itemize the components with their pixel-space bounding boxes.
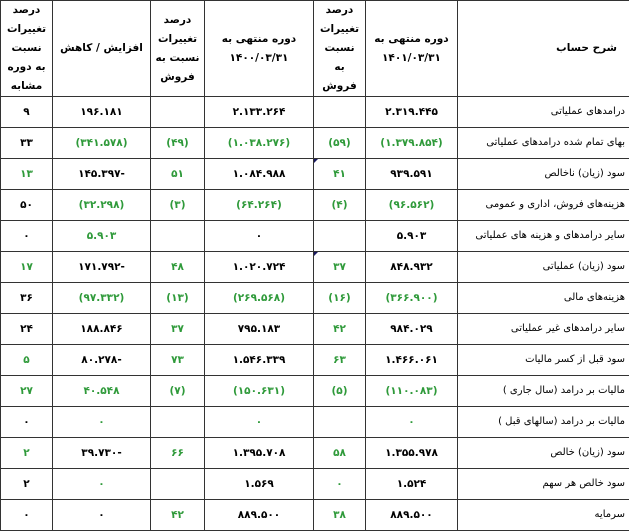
table-row (1, 159, 629, 190)
cell-value-1401: ۱.۳۵۵.۹۷۸ (366, 438, 458, 469)
cell-pct-sales-1401: ۴۱ (314, 159, 366, 190)
table-row (1, 283, 629, 314)
table-row (1, 438, 629, 469)
cell-value-1400: ۷۹۵.۱۸۳ (205, 314, 314, 345)
cell-pct-sales-1400 (151, 97, 205, 128)
cell-value-1401: ۲.۳۱۹.۴۴۵ (366, 97, 458, 128)
cell-pct-sales-1401: ۶۳ (314, 345, 366, 376)
cell-value-1401: ۰ (366, 407, 458, 438)
table-row (1, 345, 629, 376)
cell-value-1400: ۱.۵۶۹ (205, 469, 314, 500)
table-row (1, 376, 629, 407)
cell-increase-decrease: -۱۴۵.۳۹۷ (53, 159, 151, 190)
cell-pct-vs-similar: ۹ (1, 97, 53, 128)
cell-pct-sales-1400 (151, 469, 205, 500)
cell-increase-decrease: ۱۹۶.۱۸۱ (53, 97, 151, 128)
cell-value-1401: ۱.۴۶۶.۰۶۱ (366, 345, 458, 376)
cell-increase-decrease: ۰ (53, 407, 151, 438)
cell-pct-sales-1401: ۵۸ (314, 438, 366, 469)
cell-increase-decrease: ۰ (53, 469, 151, 500)
row-label: مالیات بر درامد (سالهای قبل ) (458, 407, 629, 438)
cell-value-1401: (۳۶۶.۹۰۰) (366, 283, 458, 314)
cell-pct-vs-similar: ۳۳ (1, 128, 53, 159)
row-label: سود خالص هر سهم (458, 469, 629, 500)
cell-pct-sales-1400: (۱۳) (151, 283, 205, 314)
cell-pct-sales-1400: ۷۳ (151, 345, 205, 376)
cell-pct-sales-1400: ۶۶ (151, 438, 205, 469)
row-label: سود (زیان) عملیاتی (458, 252, 629, 283)
cell-pct-sales-1401: ۰ (314, 469, 366, 500)
cell-increase-decrease: ۵.۹۰۳ (53, 221, 151, 252)
cell-pct-vs-similar: ۲ (1, 469, 53, 500)
cell-increase-decrease: -۳۹.۷۳۰ (53, 438, 151, 469)
header-account-description: شرح حساب (458, 1, 629, 97)
cell-pct-sales-1401 (314, 221, 366, 252)
cell-pct-sales-1400: ۴۲ (151, 500, 205, 531)
header-pct-sales-1401: درصد تغییرات نسبت به فروش (314, 1, 366, 97)
cell-pct-sales-1400: (۴۹) (151, 128, 205, 159)
table-row (1, 469, 629, 500)
cell-increase-decrease: -۱۷۱.۷۹۲ (53, 252, 151, 283)
cell-pct-sales-1401: (۴) (314, 190, 366, 221)
header-increase-decrease: افزایش / کاهش (53, 1, 151, 97)
cell-pct-sales-1400: (۷) (151, 376, 205, 407)
cell-increase-decrease: (۳۴۱.۵۷۸) (53, 128, 151, 159)
cell-value-1400: ۰ (205, 407, 314, 438)
cell-increase-decrease: ۰ (53, 500, 151, 531)
cell-pct-sales-1400 (151, 221, 205, 252)
cell-value-1401: ۹۳۹.۵۹۱ (366, 159, 458, 190)
row-label: سود (زیان) خالص (458, 438, 629, 469)
row-label: سایر درامدهای و هزینه های عملیاتی (458, 221, 629, 252)
row-label: سرمایه (458, 500, 629, 531)
cell-pct-vs-similar: ۱۷ (1, 252, 53, 283)
cell-value-1400: ۱.۳۹۵.۷۰۸ (205, 438, 314, 469)
cell-pct-vs-similar: ۵ (1, 345, 53, 376)
table-row (1, 314, 629, 345)
cell-pct-sales-1401: (۱۶) (314, 283, 366, 314)
cell-pct-vs-similar: ۳۶ (1, 283, 53, 314)
cell-pct-sales-1401 (314, 97, 366, 128)
cell-value-1401: ۸۴۸.۹۳۲ (366, 252, 458, 283)
header-row (1, 1, 629, 97)
row-label: هزینه‌های مالی (458, 283, 629, 314)
cell-pct-sales-1401: ۳۸ (314, 500, 366, 531)
cell-value-1400: ۸۸۹.۵۰۰ (205, 500, 314, 531)
cell-increase-decrease: ۴۰.۵۴۸ (53, 376, 151, 407)
row-label: درامدهای عملیاتی (458, 97, 629, 128)
table-row (1, 97, 629, 128)
cell-pct-vs-similar: ۱۳ (1, 159, 53, 190)
cell-increase-decrease: (۹۷.۳۳۲) (53, 283, 151, 314)
cell-value-1400: ۰ (205, 221, 314, 252)
cell-pct-sales-1400: ۳۷ (151, 314, 205, 345)
table-row (1, 190, 629, 221)
cell-increase-decrease: (۳۲.۲۹۸) (53, 190, 151, 221)
header-pct-vs-similar-period: درصد تغییرات نسبت به دوره مشابه (1, 1, 53, 97)
cell-pct-vs-similar: ۲۴ (1, 314, 53, 345)
table-row (1, 252, 629, 283)
row-label: سود قبل از کسر مالیات (458, 345, 629, 376)
cell-pct-sales-1400: ۵۱ (151, 159, 205, 190)
cell-pct-vs-similar: ۲ (1, 438, 53, 469)
cell-value-1400: (۲۶۹.۵۶۸) (205, 283, 314, 314)
cell-value-1400: ۱.۵۴۶.۳۳۹ (205, 345, 314, 376)
cell-pct-sales-1400 (151, 407, 205, 438)
cell-value-1401: ۵.۹۰۳ (366, 221, 458, 252)
cell-pct-sales-1401: ۴۲ (314, 314, 366, 345)
row-label: مالیات بر درامد (سال جاری ) (458, 376, 629, 407)
cell-pct-sales-1401 (314, 407, 366, 438)
row-label: هزینه‌های فروش، اداری و عمومی (458, 190, 629, 221)
table-row (1, 221, 629, 252)
table-row (1, 500, 629, 531)
cell-value-1401: (۱۱۰.۰۸۳) (366, 376, 458, 407)
cell-value-1401: ۹۸۴.۰۲۹ (366, 314, 458, 345)
cell-pct-sales-1400: (۳) (151, 190, 205, 221)
header-period-1401: دوره منتهی به ۱۴۰۱/۰۳/۳۱ (366, 1, 458, 97)
cell-value-1400: ۱.۰۲۰.۷۲۴ (205, 252, 314, 283)
cell-value-1400: (۱۵۰.۶۳۱) (205, 376, 314, 407)
cell-value-1400: ۲.۱۳۳.۲۶۴ (205, 97, 314, 128)
row-label: سایر درامدهای غیر عملیاتی (458, 314, 629, 345)
cell-pct-vs-similar: ۰ (1, 221, 53, 252)
table-row (1, 407, 629, 438)
cell-pct-vs-similar: ۰ (1, 407, 53, 438)
cell-pct-vs-similar: ۵۰ (1, 190, 53, 221)
table-row (1, 128, 629, 159)
cell-value-1400: (۶۴.۲۶۴) (205, 190, 314, 221)
cell-pct-sales-1400: ۴۸ (151, 252, 205, 283)
cell-value-1401: (۹۶.۵۶۲) (366, 190, 458, 221)
cell-value-1401: ۸۸۹.۵۰۰ (366, 500, 458, 531)
cell-value-1401: (۱.۳۷۹.۸۵۴) (366, 128, 458, 159)
cell-pct-vs-similar: ۰ (1, 500, 53, 531)
header-period-1400: دوره منتهی به ۱۴۰۰/۰۳/۳۱ (205, 1, 314, 97)
cell-pct-vs-similar: ۲۷ (1, 376, 53, 407)
cell-value-1401: ۱.۵۲۴ (366, 469, 458, 500)
header-pct-sales-1400: درصد تغییرات نسبت به فروش (151, 1, 205, 97)
cell-pct-sales-1401: (۵) (314, 376, 366, 407)
row-label: بهای تمام شده درامدهای عملیاتی (458, 128, 629, 159)
cell-pct-sales-1401: (۵۹) (314, 128, 366, 159)
cell-value-1400: ۱.۰۸۴.۹۸۸ (205, 159, 314, 190)
cell-increase-decrease: ۱۸۸.۸۴۶ (53, 314, 151, 345)
cell-value-1400: (۱.۰۳۸.۲۷۶) (205, 128, 314, 159)
cell-increase-decrease: -۸۰.۲۷۸ (53, 345, 151, 376)
row-label: سود (زیان) ناخالص (458, 159, 629, 190)
cell-pct-sales-1401: ۳۷ (314, 252, 366, 283)
